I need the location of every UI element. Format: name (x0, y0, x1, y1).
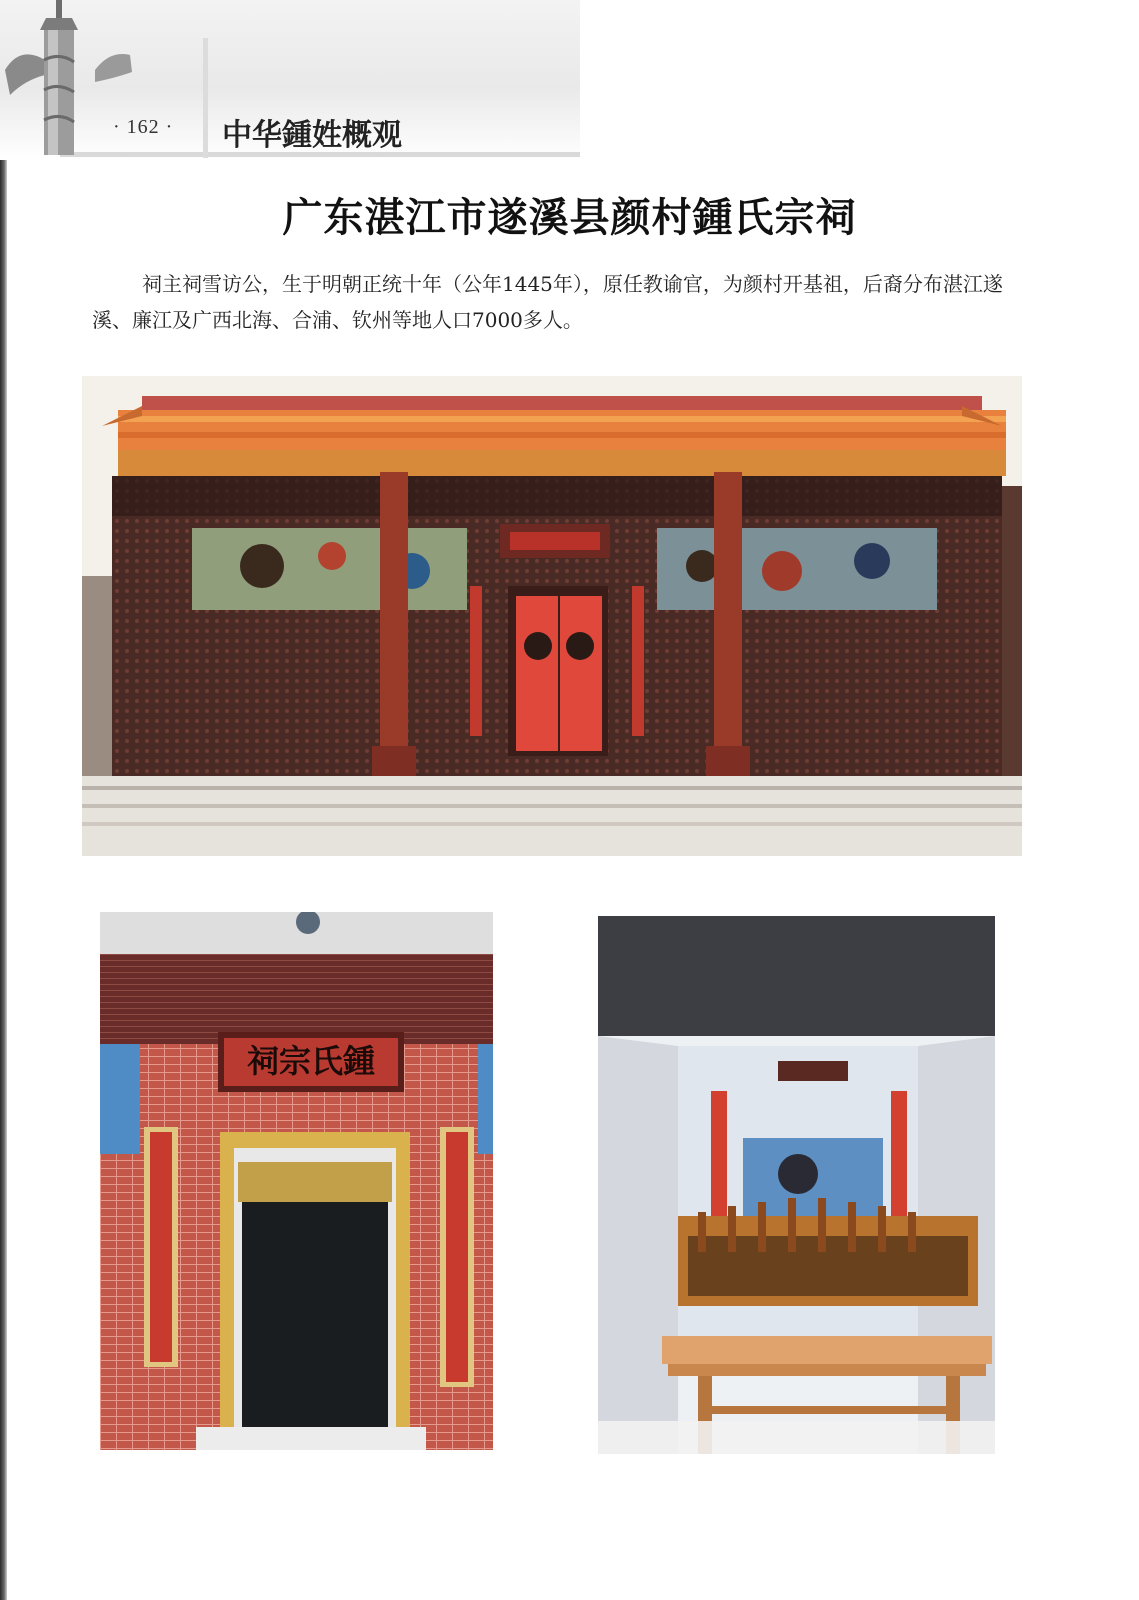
gate-plaque-text: 祠宗氏鍾 (246, 1042, 376, 1080)
article-body: 祠主祠雪访公，生于明朝正统十年（公年1445年），原任教谕官，为颜村开基祖，后裔分布湛江遂溪、廉江及广西北海、合浦、钦州等地人口7000多人。 (92, 272, 1003, 332)
page-number: · 162 · (113, 116, 174, 138)
header-divider (203, 38, 208, 158)
photo-gate-entrance (100, 912, 493, 1450)
photo-hall-facade (82, 376, 1022, 856)
article-title: 广东湛江市遂溪县颜村鍾氏宗祠 (282, 194, 857, 241)
photo-ancestral-altar (598, 916, 995, 1454)
book-title: 中华鍾姓概观 (222, 118, 402, 153)
